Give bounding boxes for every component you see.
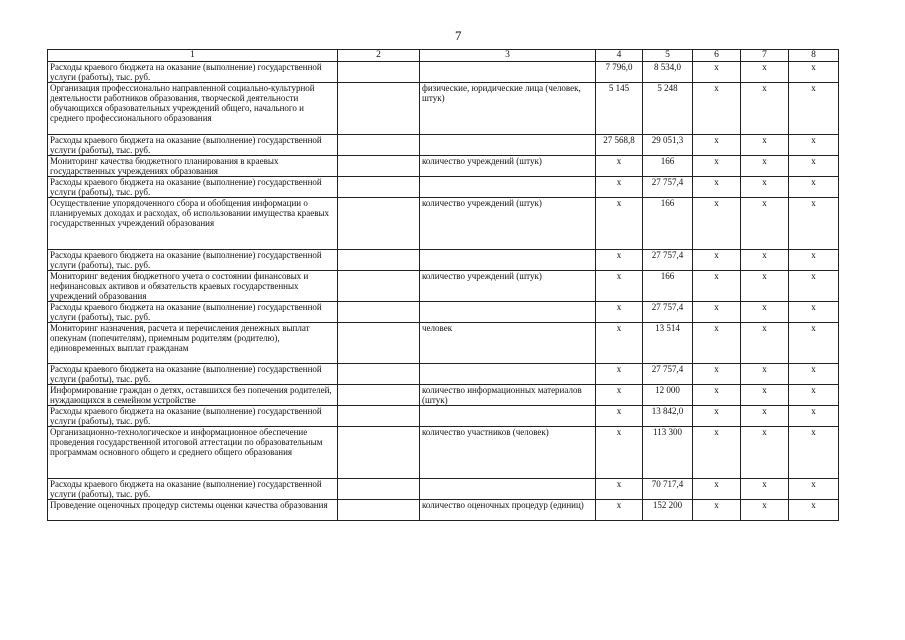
header-cell: 6 <box>693 50 741 62</box>
table-cell-col2 <box>338 385 420 406</box>
table-cell-col7: х <box>741 198 789 250</box>
table-cell-col7: х <box>741 427 789 479</box>
table-cell-col8: х <box>789 385 839 406</box>
table-cell-col3: количество учреждений (штук) <box>420 198 596 250</box>
table-cell-col6: х <box>693 302 741 323</box>
table-cell-col5: 166 <box>643 156 693 177</box>
table-cell-col4: х <box>596 156 643 177</box>
table-cell-col8: х <box>789 323 839 364</box>
table-cell-col7: х <box>741 302 789 323</box>
table-cell-col7: х <box>741 177 789 198</box>
table-cell-col8: х <box>789 427 839 479</box>
table-cell-col3 <box>420 177 596 198</box>
table-cell-col7: х <box>741 271 789 302</box>
table-cell-col5: 27 757,4 <box>643 177 693 198</box>
table-cell-col4: х <box>596 385 643 406</box>
table-row <box>48 135 839 156</box>
table-cell-col8: х <box>789 364 839 385</box>
table-cell-col5: 27 757,4 <box>643 250 693 271</box>
table-cell-col4: х <box>596 271 643 302</box>
table-row <box>48 198 839 250</box>
table-cell-col4: 7 796,0 <box>596 62 643 83</box>
table-cell-col5: 13 514 <box>643 323 693 364</box>
table-cell-col6: х <box>693 156 741 177</box>
table-cell-col4: х <box>596 177 643 198</box>
table-cell-col6: х <box>693 250 741 271</box>
table-cell-col7: х <box>741 250 789 271</box>
table-cell-col8: х <box>789 250 839 271</box>
table-cell-col8: х <box>789 302 839 323</box>
table-cell-col6: х <box>693 323 741 364</box>
table-row <box>48 406 839 427</box>
table-row <box>48 500 839 521</box>
table-row <box>48 62 839 83</box>
table-row <box>48 83 839 135</box>
table-cell-col2 <box>338 156 420 177</box>
table-cell-col2 <box>338 500 420 521</box>
header-cell: 1 <box>48 50 338 62</box>
table-cell-col1: Расходы краевого бюджета на оказание (выполнение) государственной услуги (работы), тыс. руб. <box>48 250 338 271</box>
table-cell-col1: Расходы краевого бюджета на оказание (выполнение) государственной услуги (работы), тыс. руб. <box>48 177 338 198</box>
table-cell-col6: х <box>693 427 741 479</box>
header-cell: 2 <box>338 50 420 62</box>
table-cell-col1: Осуществление упорядоченного сбора и обобщения информации о планируемых доходах и расходах, об использовании имущества краевых государственных учреждений образования <box>48 198 338 250</box>
table-cell-col5: 13 842,0 <box>643 406 693 427</box>
table-row <box>48 479 839 500</box>
table-row <box>48 323 839 364</box>
table-cell-col6: х <box>693 177 741 198</box>
table-cell-col1: Мониторинг качества бюджетного планирования в краевых государственных учреждениях образования <box>48 156 338 177</box>
table-cell-col2 <box>338 83 420 135</box>
table-row <box>48 271 839 302</box>
table-cell-col7: х <box>741 385 789 406</box>
table-cell-col3: количество информационных материалов (штук) <box>420 385 596 406</box>
table-cell-col2 <box>338 62 420 83</box>
table-cell-col2 <box>338 406 420 427</box>
table-cell-col4: х <box>596 500 643 521</box>
header-cell: 4 <box>596 50 643 62</box>
table-cell-col3: количество учреждений (штук) <box>420 271 596 302</box>
data-table <box>47 49 839 521</box>
table-cell-col3 <box>420 302 596 323</box>
table-cell-col4: х <box>596 427 643 479</box>
table-cell-col2 <box>338 302 420 323</box>
table-cell-col1: Расходы краевого бюджета на оказание (выполнение) государственной услуги (работы), тыс. руб. <box>48 364 338 385</box>
table-cell-col1: Организация профессионально направленной социально-культурной деятельности работников образования, творческой деятельности обучающихся образовательных учреждений общего, начального и среднего профессионального образования <box>48 83 338 135</box>
table-cell-col5: 166 <box>643 198 693 250</box>
table-row <box>48 427 839 479</box>
table-cell-col1: Расходы краевого бюджета на оказание (выполнение) государственной услуги (работы), тыс. руб. <box>48 479 338 500</box>
table-cell-col2 <box>338 177 420 198</box>
table-row <box>48 385 839 406</box>
header-cell: 8 <box>789 50 839 62</box>
table-cell-col8: х <box>789 406 839 427</box>
table-cell-col5: 152 200 <box>643 500 693 521</box>
table-cell-col6: х <box>693 364 741 385</box>
table-cell-col2 <box>338 427 420 479</box>
table-cell-col7: х <box>741 323 789 364</box>
table-cell-col3 <box>420 62 596 83</box>
table-cell-col1: Мониторинг ведения бюджетного учета о состоянии финансовых и нефинансовых активов и обязательств краевых государственных учреждений образования <box>48 271 338 302</box>
table-cell-col8: х <box>789 271 839 302</box>
table-cell-col1: Расходы краевого бюджета на оказание (выполнение) государственной услуги (работы), тыс. руб. <box>48 135 338 156</box>
table-cell-col6: х <box>693 500 741 521</box>
table-row <box>48 177 839 198</box>
table-cell-col4: х <box>596 364 643 385</box>
table-row <box>48 302 839 323</box>
table-cell-col6: х <box>693 198 741 250</box>
table-cell-col1: Мониторинг назначения, расчета и перечисления денежных выплат опекунам (попечителям), приемным родителям (родителю), единовременных выплат гражданам <box>48 323 338 364</box>
table-cell-col5: 8 534,0 <box>643 62 693 83</box>
table-cell-col8: х <box>789 198 839 250</box>
table-cell-col7: х <box>741 406 789 427</box>
table-cell-col8: х <box>789 135 839 156</box>
table-cell-col6: х <box>693 479 741 500</box>
table-cell-col8: х <box>789 83 839 135</box>
table-cell-col2 <box>338 271 420 302</box>
table-cell-col5: 12 000 <box>643 385 693 406</box>
table-cell-col4: 5 145 <box>596 83 643 135</box>
table-cell-col5: 113 300 <box>643 427 693 479</box>
table-cell-col1: Проведение оценочных процедур системы оценки качества образования <box>48 500 338 521</box>
table-cell-col3: человек <box>420 323 596 364</box>
table-cell-col8: х <box>789 177 839 198</box>
table-cell-col7: х <box>741 135 789 156</box>
table-cell-col6: х <box>693 385 741 406</box>
table-cell-col1: Информирование граждан о детях, оставшихся без попечения родителей, нуждающихся в семейном устройстве <box>48 385 338 406</box>
table-cell-col3: физические, юридические лица (человек, штук) <box>420 83 596 135</box>
table-cell-col3: количество участников (человек) <box>420 427 596 479</box>
table-row <box>48 156 839 177</box>
table-cell-col4: х <box>596 406 643 427</box>
table-cell-col7: х <box>741 364 789 385</box>
table-cell-col4: х <box>596 323 643 364</box>
table-cell-col2 <box>338 323 420 364</box>
page-number: 7 <box>455 28 462 43</box>
table-cell-col1: Организационно-технологическое и информационное обеспечение проведения государственной итоговой аттестации по образовательным программам основного общего и среднего общего образования <box>48 427 338 479</box>
table-cell-col2 <box>338 364 420 385</box>
table-row <box>48 364 839 385</box>
header-row <box>48 50 839 62</box>
table-cell-col7: х <box>741 479 789 500</box>
table-cell-col4: 27 568,8 <box>596 135 643 156</box>
table-cell-col3 <box>420 250 596 271</box>
table-cell-col1: Расходы краевого бюджета на оказание (выполнение) государственной услуги (работы), тыс. руб. <box>48 62 338 83</box>
table-cell-col7: х <box>741 62 789 83</box>
table-cell-col4: х <box>596 198 643 250</box>
table-cell-col2 <box>338 479 420 500</box>
table-cell-col5: 166 <box>643 271 693 302</box>
table-cell-col5: 5 248 <box>643 83 693 135</box>
table-cell-col8: х <box>789 500 839 521</box>
table-cell-col2 <box>338 135 420 156</box>
table-cell-col1: Расходы краевого бюджета на оказание (выполнение) государственной услуги (работы), тыс. руб. <box>48 302 338 323</box>
table-cell-col3: количество оценочных процедур (единиц) <box>420 500 596 521</box>
table-cell-col6: х <box>693 62 741 83</box>
header-cell: 3 <box>420 50 596 62</box>
header-cell: 7 <box>741 50 789 62</box>
table-cell-col1: Расходы краевого бюджета на оказание (выполнение) государственной услуги (работы), тыс. руб. <box>48 406 338 427</box>
header-cell: 5 <box>643 50 693 62</box>
table-cell-col5: 27 757,4 <box>643 302 693 323</box>
table-cell-col5: 27 757,4 <box>643 364 693 385</box>
table-cell-col8: х <box>789 62 839 83</box>
table-row <box>48 250 839 271</box>
table-cell-col7: х <box>741 83 789 135</box>
table-cell-col8: х <box>789 479 839 500</box>
table-cell-col8: х <box>789 156 839 177</box>
table-cell-col6: х <box>693 83 741 135</box>
table-cell-col7: х <box>741 500 789 521</box>
table-cell-col6: х <box>693 135 741 156</box>
table-cell-col3: количество учреждений (штук) <box>420 156 596 177</box>
table-cell-col3 <box>420 364 596 385</box>
table-cell-col3 <box>420 479 596 500</box>
table-cell-col4: х <box>596 479 643 500</box>
table-cell-col7: х <box>741 156 789 177</box>
table-cell-col5: 70 717,4 <box>643 479 693 500</box>
table-cell-col6: х <box>693 406 741 427</box>
table-cell-col5: 29 051,3 <box>643 135 693 156</box>
table-cell-col3 <box>420 135 596 156</box>
table-cell-col2 <box>338 198 420 250</box>
table-cell-col6: х <box>693 271 741 302</box>
table-cell-col2 <box>338 250 420 271</box>
table-cell-col3 <box>420 406 596 427</box>
table-cell-col4: х <box>596 302 643 323</box>
table-cell-col4: х <box>596 250 643 271</box>
